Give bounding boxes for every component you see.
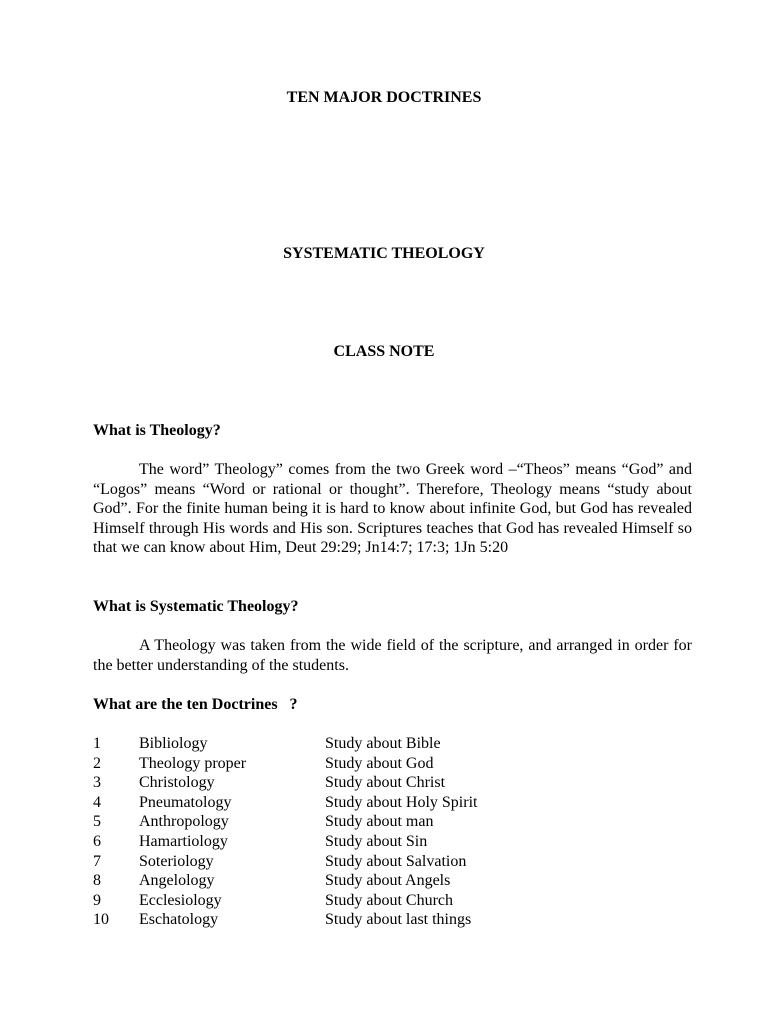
doctrine-description: Study about Salvation [325,852,467,870]
list-item [93,891,693,911]
doctrine-description: Study about Angels [325,872,451,890]
doctrine-description: Study about Christ [325,774,446,792]
doctrine-description: Study about man [325,813,434,831]
doctrine-number: 7 [93,852,101,870]
list-item [93,832,693,852]
doctrine-name: Soteriology [139,852,214,870]
doctrine-number: 3 [93,774,101,792]
doctrine-name: Eschatology [139,911,219,929]
list-item [93,793,693,813]
doctrine-description: Study about Bible [325,735,441,752]
doctrine-description: Study about Sin [325,832,428,850]
paragraph-systematic-theology: A Theology was taken from the wide field of the scripture, and arranged in order for the better understanding of the students. [93,637,692,674]
list-item [93,773,693,793]
doctrine-name: Christology [139,774,215,792]
doctrine-name: Anthropology [139,813,229,831]
doctrine-number: 10 [93,911,109,929]
doctrine-name: Theology proper [139,754,247,772]
doctrine-number: 6 [93,832,101,850]
list-item [93,734,693,754]
doctrine-number: 5 [93,813,101,831]
section-label: CLASS NOTE [333,343,435,360]
doctrine-number: 4 [93,793,101,811]
doctrine-description: Study about Church [325,891,453,909]
doctrines-list [93,734,693,930]
list-item [93,812,693,832]
list-item [93,871,693,891]
doctrine-name: Bibliology [139,735,208,752]
list-item [93,852,693,872]
question-heading-systematic-theology: What is Systematic Theology? [93,598,299,615]
list-item [93,910,693,930]
doctrine-description: Study about God [325,754,434,772]
doctrine-name: Pneumatology [139,793,232,811]
doctrine-number: 2 [93,754,101,772]
doctrine-number: 9 [93,891,101,909]
doctrine-number: 1 [93,735,101,752]
question-heading-ten-doctrines: What are the ten Doctrines ? [93,696,298,713]
doctrine-name: Hamartiology [139,832,228,850]
doctrine-number: 8 [93,872,101,890]
paragraph-theology: The word” Theology” comes from the two Greek word –“Theos” means “God” and “Logos” means “Word or rational or thought”. Therefore, Theology means “study about God”. For the finite human being it is hard to know about infinite God, but God has revealed Himself through His words and His son. Scriptures teaches that God has revealed Himself so that we can know about Him, Deut 29:29; Jn14:7; 17:3; 1Jn 5:20 [93,461,692,557]
question-heading-theology: What is Theology? [93,422,221,439]
list-item [93,754,693,774]
doctrine-name: Ecclesiology [139,891,222,909]
doctrine-description: Study about Holy Spirit [325,793,478,811]
doctrine-name: Angelology [139,872,215,890]
document-subtitle: SYSTEMATIC THEOLOGY [283,245,485,262]
doctrine-description: Study about last things [325,911,472,929]
document-title: TEN MAJOR DOCTRINES [286,89,482,106]
